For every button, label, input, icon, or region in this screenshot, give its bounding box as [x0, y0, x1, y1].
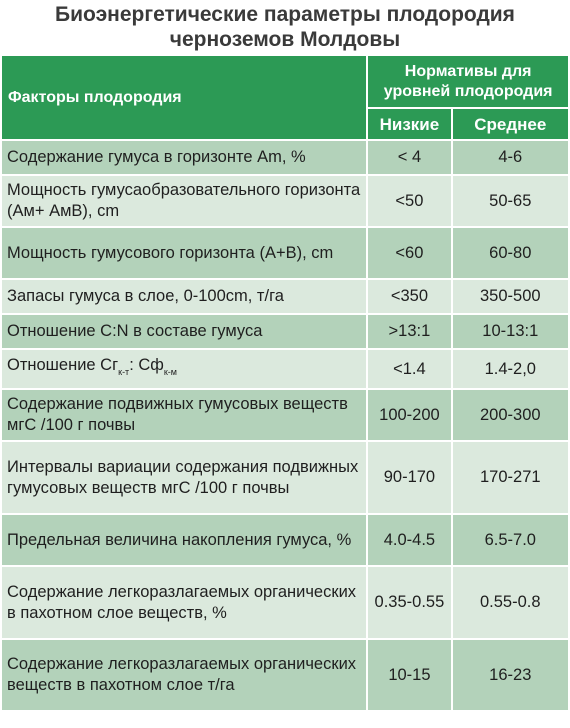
- factor-cell: Мощность гумусового горизонта (А+В), cm: [2, 228, 366, 278]
- table-row: [2, 176, 568, 226]
- factor-cell: Предельная величина накопления гумуса, %: [2, 515, 366, 565]
- table-row: [2, 350, 568, 388]
- medium-value-cell: 10-13:1: [453, 315, 568, 348]
- medium-value-cell: 1.4-2,0: [453, 350, 568, 388]
- page-title: [0, 0, 570, 54]
- factor-cell: Содержание подвижных гумусовых веществ мгС /100 г почвы: [2, 390, 366, 440]
- low-value-cell: < 4: [368, 141, 450, 174]
- factor-cell: Запасы гумуса в слое, 0-100cm, т/га: [2, 280, 366, 313]
- low-value-cell: 4.0-4.5: [368, 515, 450, 565]
- low-value-cell: <60: [368, 228, 450, 278]
- medium-value-cell: 50-65: [453, 176, 568, 226]
- factor-cell: [2, 350, 366, 388]
- table-row: [2, 442, 568, 513]
- medium-value-cell: 6.5-7.0: [453, 515, 568, 565]
- factor-cell: Отношение С:N в составе гумуса: [2, 315, 366, 348]
- fertility-table: [0, 54, 570, 712]
- medium-value-cell: 350-500: [453, 280, 568, 313]
- low-value-cell: <350: [368, 280, 450, 313]
- factor-text-a: Отношение Сг: [7, 356, 119, 374]
- table-row: [2, 141, 568, 174]
- table-row: [2, 515, 568, 565]
- header-factors: Факторы плодородия: [2, 56, 366, 139]
- low-value-cell: 90-170: [368, 442, 450, 513]
- factor-cell: Содержание гумуса в горизонте Am, %: [2, 141, 366, 174]
- factor-subscript-1: к-т: [118, 367, 130, 377]
- table-row: [2, 315, 568, 348]
- low-value-cell: 10-15: [368, 640, 450, 710]
- table-row: [2, 280, 568, 313]
- title-line-2: черноземов Молдовы: [169, 28, 401, 51]
- low-value-cell: <50: [368, 176, 450, 226]
- table-row: [2, 567, 568, 638]
- low-value-cell: 100-200: [368, 390, 450, 440]
- header-norms: Нормативы для уровней плодородия: [368, 56, 568, 107]
- table-row: [2, 228, 568, 278]
- table-row: [2, 640, 568, 710]
- medium-value-cell: 60-80: [453, 228, 568, 278]
- factor-text-b: : Сф: [129, 356, 164, 374]
- medium-value-cell: 170-271: [453, 442, 568, 513]
- factor-cell: Содержание легкоразлагаемых органических веществ в пахотном слое т/га: [2, 640, 366, 710]
- low-value-cell: >13:1: [368, 315, 450, 348]
- header-medium: Среднее: [453, 109, 568, 139]
- factor-cell: Мощность гумусаобразовательного горизонта (Ам+ АмВ), cm: [2, 176, 366, 226]
- table-row: [2, 390, 568, 440]
- low-value-cell: <1.4: [368, 350, 450, 388]
- medium-value-cell: 200-300: [453, 390, 568, 440]
- factor-subscript-2: к-м: [163, 367, 177, 377]
- low-value-cell: 0.35-0.55: [368, 567, 450, 638]
- medium-value-cell: 0.55-0.8: [453, 567, 568, 638]
- factor-cell: Содержание легкоразлагаемых органических в пахотном слое веществ, %: [2, 567, 366, 638]
- factor-cell: Интервалы вариации содержания подвижных гумусовых веществ мгС /100 г почвы: [2, 442, 366, 513]
- header-low: Низкие: [368, 109, 450, 139]
- medium-value-cell: 4-6: [453, 141, 568, 174]
- medium-value-cell: 16-23: [453, 640, 568, 710]
- title-line-1: Биоэнергетические параметры плодородия: [55, 3, 515, 26]
